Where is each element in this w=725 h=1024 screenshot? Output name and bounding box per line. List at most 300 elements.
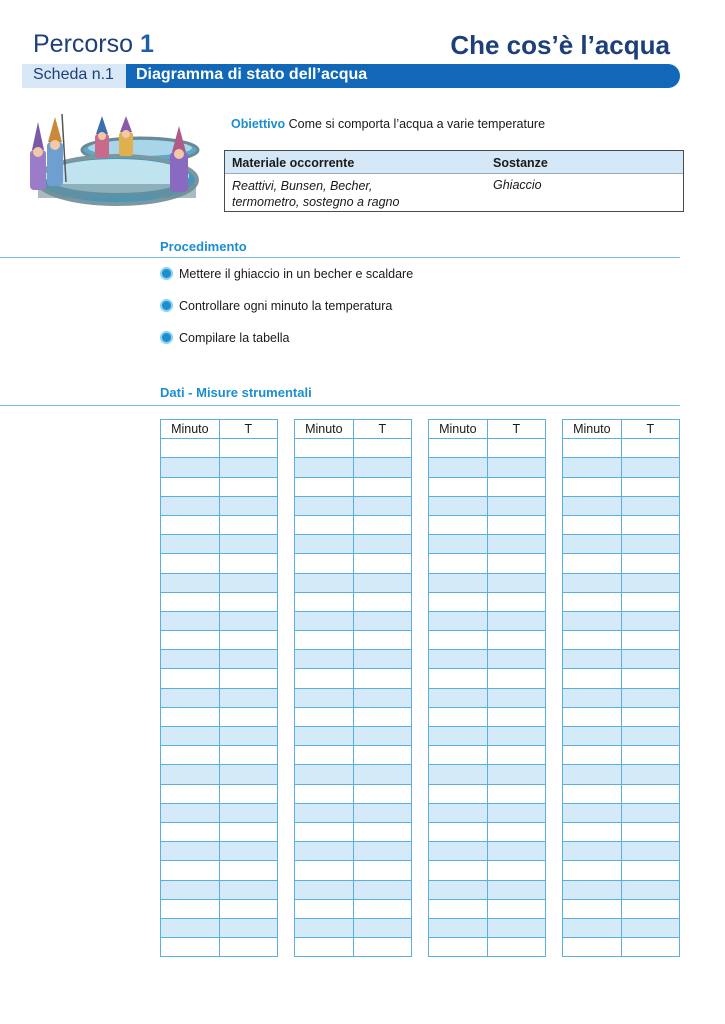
minute-cell[interactable] — [295, 458, 354, 477]
minute-cell[interactable] — [429, 784, 488, 803]
minute-cell[interactable] — [161, 822, 220, 841]
minute-cell[interactable] — [563, 496, 622, 515]
minute-cell[interactable] — [295, 496, 354, 515]
table-row — [161, 765, 278, 784]
table-row — [295, 631, 412, 650]
temperature-cell[interactable] — [621, 842, 679, 861]
table-row — [563, 688, 680, 707]
temperature-cell[interactable] — [487, 688, 545, 707]
minute-cell[interactable] — [429, 573, 488, 592]
minute-cell[interactable] — [563, 611, 622, 630]
procedure-title: Procedimento — [160, 239, 247, 254]
temperature-cell[interactable] — [621, 803, 679, 822]
table-row — [295, 611, 412, 630]
temperature-cell[interactable] — [353, 842, 411, 861]
temperature-cell[interactable] — [353, 611, 411, 630]
temperature-cell[interactable] — [487, 842, 545, 861]
table-row — [161, 439, 278, 458]
minute-cell[interactable] — [295, 650, 354, 669]
table-row — [161, 631, 278, 650]
materials-col1-value: Reattivi, Bunsen, Becher, termometro, sostegno a ragno — [232, 179, 400, 209]
table-row — [429, 727, 546, 746]
minute-cell[interactable] — [295, 669, 354, 688]
temperature-cell[interactable] — [353, 515, 411, 534]
table-row — [563, 669, 680, 688]
table-row — [295, 439, 412, 458]
table-row — [429, 477, 546, 496]
temperature-cell[interactable] — [487, 803, 545, 822]
temperature-cell[interactable] — [487, 765, 545, 784]
temperature-cell[interactable] — [621, 592, 679, 611]
table-row — [295, 535, 412, 554]
minute-cell[interactable] — [295, 918, 354, 937]
temperature-cell[interactable] — [219, 458, 277, 477]
table-row — [563, 707, 680, 726]
minute-cell[interactable] — [161, 458, 220, 477]
table-row — [161, 707, 278, 726]
minute-cell[interactable] — [563, 573, 622, 592]
minute-cell[interactable] — [295, 765, 354, 784]
temperature-cell[interactable] — [487, 707, 545, 726]
temperature-cell[interactable] — [219, 535, 277, 554]
table-row — [161, 650, 278, 669]
temperature-cell[interactable] — [621, 918, 679, 937]
temperature-cell[interactable] — [621, 938, 679, 957]
minute-cell[interactable] — [429, 458, 488, 477]
minute-cell[interactable] — [429, 439, 488, 458]
minute-cell[interactable] — [295, 515, 354, 534]
minute-cell[interactable] — [161, 496, 220, 515]
minute-cell[interactable] — [161, 938, 220, 957]
minute-cell[interactable] — [295, 611, 354, 630]
minute-cell[interactable] — [161, 918, 220, 937]
table-row — [429, 573, 546, 592]
data-table-3 — [428, 419, 546, 957]
temperature-cell[interactable] — [621, 515, 679, 534]
minute-cell[interactable] — [295, 592, 354, 611]
minute-cell[interactable] — [563, 535, 622, 554]
minute-cell[interactable] — [429, 765, 488, 784]
temperature-cell[interactable] — [219, 765, 277, 784]
minute-header: Minuto — [563, 420, 622, 439]
table-row — [563, 842, 680, 861]
bullet-icon — [160, 267, 173, 280]
temperature-cell[interactable] — [219, 842, 277, 861]
table-row — [429, 611, 546, 630]
table-row — [429, 515, 546, 534]
temperature-cell[interactable] — [353, 861, 411, 880]
table-row — [161, 688, 278, 707]
table-row — [161, 784, 278, 803]
minute-cell[interactable] — [429, 611, 488, 630]
temperature-cell[interactable] — [219, 727, 277, 746]
temperature-cell[interactable] — [487, 439, 545, 458]
table-row — [429, 880, 546, 899]
minute-cell[interactable] — [161, 554, 220, 573]
minute-cell[interactable] — [563, 918, 622, 937]
objective — [231, 117, 545, 131]
minute-cell[interactable] — [429, 861, 488, 880]
minute-cell[interactable] — [563, 746, 622, 765]
temperature-cell[interactable] — [621, 784, 679, 803]
temperature-cell[interactable] — [487, 535, 545, 554]
minute-cell[interactable] — [563, 861, 622, 880]
table-row — [295, 458, 412, 477]
temperature-cell[interactable] — [219, 650, 277, 669]
temperature-cell[interactable] — [353, 554, 411, 573]
temperature-header: T — [219, 420, 277, 439]
table-row — [295, 573, 412, 592]
table-row — [429, 535, 546, 554]
minute-cell[interactable] — [161, 688, 220, 707]
minute-cell[interactable] — [429, 918, 488, 937]
table-row — [161, 573, 278, 592]
table-row — [429, 899, 546, 918]
temperature-cell[interactable] — [621, 727, 679, 746]
minute-cell[interactable] — [295, 746, 354, 765]
minute-cell[interactable] — [161, 784, 220, 803]
temperature-cell[interactable] — [219, 573, 277, 592]
table-row — [563, 899, 680, 918]
minute-cell[interactable] — [295, 899, 354, 918]
temperature-cell[interactable] — [219, 861, 277, 880]
minute-cell[interactable] — [295, 842, 354, 861]
temperature-cell[interactable] — [621, 650, 679, 669]
objective-text: Come si comporta l’acqua a varie temperature — [288, 117, 546, 131]
temperature-cell[interactable] — [487, 554, 545, 573]
minute-cell[interactable] — [295, 803, 354, 822]
table-row — [429, 631, 546, 650]
table-row — [429, 688, 546, 707]
temperature-cell[interactable] — [487, 938, 545, 957]
temperature-cell[interactable] — [487, 592, 545, 611]
temperature-cell[interactable] — [219, 899, 277, 918]
minute-cell[interactable] — [563, 458, 622, 477]
temperature-cell[interactable] — [621, 669, 679, 688]
table-row — [295, 496, 412, 515]
minute-cell[interactable] — [563, 784, 622, 803]
minute-cell[interactable] — [563, 669, 622, 688]
percorso-heading — [33, 30, 154, 59]
temperature-cell[interactable] — [487, 861, 545, 880]
temperature-cell[interactable] — [621, 535, 679, 554]
minute-cell[interactable] — [295, 554, 354, 573]
temperature-cell[interactable] — [487, 746, 545, 765]
minute-cell[interactable] — [563, 880, 622, 899]
minute-cell[interactable] — [295, 631, 354, 650]
minute-cell[interactable] — [161, 842, 220, 861]
temperature-cell[interactable] — [353, 458, 411, 477]
minute-cell[interactable] — [161, 611, 220, 630]
table-row — [429, 439, 546, 458]
minute-cell[interactable] — [429, 477, 488, 496]
temperature-cell[interactable] — [353, 746, 411, 765]
minute-cell[interactable] — [563, 554, 622, 573]
table-row — [161, 515, 278, 534]
table-row — [563, 535, 680, 554]
minute-cell[interactable] — [295, 861, 354, 880]
temperature-cell[interactable] — [219, 439, 277, 458]
minute-cell[interactable] — [429, 496, 488, 515]
minute-cell[interactable] — [563, 765, 622, 784]
temperature-cell[interactable] — [487, 784, 545, 803]
temperature-cell[interactable] — [353, 727, 411, 746]
temperature-cell[interactable] — [487, 727, 545, 746]
table-row — [563, 631, 680, 650]
minute-cell[interactable] — [295, 573, 354, 592]
minute-cell[interactable] — [295, 784, 354, 803]
temperature-cell[interactable] — [353, 918, 411, 937]
minute-cell[interactable] — [161, 439, 220, 458]
minute-cell[interactable] — [563, 650, 622, 669]
temperature-cell[interactable] — [621, 707, 679, 726]
temperature-header: T — [621, 420, 679, 439]
temperature-cell[interactable] — [621, 496, 679, 515]
temperature-cell[interactable] — [219, 631, 277, 650]
temperature-cell[interactable] — [621, 899, 679, 918]
temperature-cell[interactable] — [353, 477, 411, 496]
temperature-cell[interactable] — [219, 611, 277, 630]
table-row — [295, 822, 412, 841]
minute-cell[interactable] — [429, 938, 488, 957]
temperature-cell[interactable] — [219, 592, 277, 611]
minute-cell[interactable] — [429, 631, 488, 650]
temperature-cell[interactable] — [621, 573, 679, 592]
minute-cell[interactable] — [429, 803, 488, 822]
table-row — [429, 458, 546, 477]
minute-cell[interactable] — [563, 899, 622, 918]
temperature-cell[interactable] — [353, 688, 411, 707]
minute-cell[interactable] — [563, 707, 622, 726]
temperature-cell[interactable] — [621, 439, 679, 458]
minute-cell[interactable] — [429, 727, 488, 746]
minute-cell[interactable] — [161, 669, 220, 688]
temperature-cell[interactable] — [487, 899, 545, 918]
table-row — [295, 650, 412, 669]
minute-cell[interactable] — [161, 880, 220, 899]
temperature-cell[interactable] — [219, 918, 277, 937]
temperature-cell[interactable] — [353, 880, 411, 899]
minute-cell[interactable] — [563, 842, 622, 861]
temperature-cell[interactable] — [621, 611, 679, 630]
minute-cell[interactable] — [429, 554, 488, 573]
minute-cell[interactable] — [295, 938, 354, 957]
minute-cell[interactable] — [563, 688, 622, 707]
table-row — [429, 938, 546, 957]
temperature-cell[interactable] — [353, 439, 411, 458]
data-section-title: Dati - Misure strumentali — [160, 385, 312, 400]
minute-cell[interactable] — [429, 822, 488, 841]
minute-cell[interactable] — [563, 592, 622, 611]
minute-header: Minuto — [429, 420, 488, 439]
minute-cell[interactable] — [161, 861, 220, 880]
minute-cell[interactable] — [429, 899, 488, 918]
temperature-cell[interactable] — [353, 707, 411, 726]
temperature-cell[interactable] — [487, 880, 545, 899]
minute-cell[interactable] — [295, 688, 354, 707]
temperature-cell[interactable] — [487, 822, 545, 841]
minute-cell[interactable] — [161, 707, 220, 726]
table-row — [295, 899, 412, 918]
minute-cell[interactable] — [295, 880, 354, 899]
temperature-cell[interactable] — [353, 899, 411, 918]
temperature-cell[interactable] — [487, 515, 545, 534]
minute-cell[interactable] — [161, 727, 220, 746]
percorso-label: Percorso — [33, 30, 134, 58]
table-row — [295, 477, 412, 496]
temperature-cell[interactable] — [621, 477, 679, 496]
table-header-row — [429, 420, 546, 439]
temperature-cell[interactable] — [621, 458, 679, 477]
table-row — [295, 803, 412, 822]
table-row — [295, 765, 412, 784]
temperature-cell[interactable] — [487, 458, 545, 477]
temperature-cell[interactable] — [353, 938, 411, 957]
minute-cell[interactable] — [429, 669, 488, 688]
table-row — [429, 669, 546, 688]
temperature-cell[interactable] — [219, 496, 277, 515]
table-row — [563, 515, 680, 534]
table-header-row — [295, 420, 412, 439]
minute-cell[interactable] — [161, 535, 220, 554]
temperature-cell[interactable] — [621, 746, 679, 765]
table-row — [295, 727, 412, 746]
temperature-cell[interactable] — [219, 554, 277, 573]
procedure-step — [160, 299, 392, 313]
temperature-cell[interactable] — [353, 803, 411, 822]
temperature-cell[interactable] — [353, 765, 411, 784]
minute-cell[interactable] — [429, 688, 488, 707]
minute-cell[interactable] — [161, 765, 220, 784]
temperature-cell[interactable] — [487, 918, 545, 937]
temperature-cell[interactable] — [353, 631, 411, 650]
temperature-cell[interactable] — [487, 496, 545, 515]
minute-cell[interactable] — [295, 535, 354, 554]
table-row — [563, 918, 680, 937]
temperature-header: T — [353, 420, 411, 439]
minute-cell[interactable] — [429, 707, 488, 726]
minute-cell[interactable] — [429, 650, 488, 669]
temperature-cell[interactable] — [487, 669, 545, 688]
temperature-cell[interactable] — [219, 688, 277, 707]
table-row — [563, 861, 680, 880]
temperature-cell[interactable] — [621, 631, 679, 650]
bullet-icon — [160, 299, 173, 312]
minute-cell[interactable] — [295, 822, 354, 841]
minute-cell[interactable] — [563, 515, 622, 534]
temperature-cell[interactable] — [219, 515, 277, 534]
temperature-cell[interactable] — [219, 746, 277, 765]
minute-cell[interactable] — [161, 899, 220, 918]
temperature-cell[interactable] — [487, 611, 545, 630]
minute-cell[interactable] — [161, 803, 220, 822]
temperature-cell[interactable] — [219, 938, 277, 957]
table-row — [429, 650, 546, 669]
temperature-cell[interactable] — [219, 669, 277, 688]
table-row — [295, 842, 412, 861]
temperature-cell[interactable] — [353, 535, 411, 554]
table-row — [161, 458, 278, 477]
table-row — [161, 803, 278, 822]
temperature-cell[interactable] — [487, 573, 545, 592]
temperature-cell[interactable] — [487, 650, 545, 669]
temperature-cell[interactable] — [353, 650, 411, 669]
temperature-cell[interactable] — [621, 554, 679, 573]
minute-cell[interactable] — [563, 477, 622, 496]
temperature-cell[interactable] — [621, 765, 679, 784]
temperature-cell[interactable] — [219, 707, 277, 726]
minute-cell[interactable] — [429, 515, 488, 534]
minute-cell[interactable] — [429, 880, 488, 899]
minute-cell[interactable] — [563, 803, 622, 822]
temperature-cell[interactable] — [353, 496, 411, 515]
minute-cell[interactable] — [429, 746, 488, 765]
minute-cell[interactable] — [161, 477, 220, 496]
temperature-cell[interactable] — [621, 880, 679, 899]
minute-cell[interactable] — [161, 573, 220, 592]
temperature-cell[interactable] — [219, 880, 277, 899]
table-row — [563, 765, 680, 784]
minute-cell[interactable] — [429, 535, 488, 554]
minute-cell[interactable] — [563, 822, 622, 841]
minute-cell[interactable] — [295, 727, 354, 746]
table-row — [429, 822, 546, 841]
temperature-cell[interactable] — [219, 822, 277, 841]
temperature-cell[interactable] — [353, 822, 411, 841]
table-row — [429, 592, 546, 611]
minute-cell[interactable] — [161, 650, 220, 669]
minute-cell[interactable] — [161, 631, 220, 650]
materials-col2-header: Sostanze — [493, 156, 548, 170]
temperature-cell[interactable] — [219, 784, 277, 803]
minute-cell[interactable] — [429, 592, 488, 611]
gnomes-pool-illustration — [22, 112, 212, 212]
minute-cell[interactable] — [295, 707, 354, 726]
temperature-cell[interactable] — [621, 688, 679, 707]
minute-cell[interactable] — [161, 746, 220, 765]
temperature-cell[interactable] — [219, 477, 277, 496]
minute-cell[interactable] — [563, 631, 622, 650]
temperature-header: T — [487, 420, 545, 439]
temperature-cell[interactable] — [621, 822, 679, 841]
table-row — [429, 496, 546, 515]
table-row — [161, 727, 278, 746]
temperature-cell[interactable] — [353, 573, 411, 592]
minute-cell[interactable] — [161, 592, 220, 611]
temperature-cell[interactable] — [219, 803, 277, 822]
step-text: Mettere il ghiaccio in un becher e scaldare — [179, 267, 414, 281]
minute-cell[interactable] — [161, 515, 220, 534]
table-row — [563, 554, 680, 573]
table-row — [429, 803, 546, 822]
materials-col1-header: Materiale occorrente — [232, 156, 355, 170]
scheda-title: Diagramma di stato dell’acqua — [136, 66, 368, 83]
table-row — [429, 918, 546, 937]
minute-cell[interactable] — [295, 477, 354, 496]
minute-cell[interactable] — [563, 727, 622, 746]
temperature-cell[interactable] — [353, 784, 411, 803]
temperature-cell[interactable] — [353, 669, 411, 688]
table-row — [161, 918, 278, 937]
minute-cell[interactable] — [563, 439, 622, 458]
temperature-cell[interactable] — [487, 477, 545, 496]
temperature-cell[interactable] — [487, 631, 545, 650]
minute-cell[interactable] — [429, 842, 488, 861]
minute-cell[interactable] — [563, 938, 622, 957]
minute-cell[interactable] — [295, 439, 354, 458]
temperature-cell[interactable] — [621, 861, 679, 880]
temperature-cell[interactable] — [353, 592, 411, 611]
